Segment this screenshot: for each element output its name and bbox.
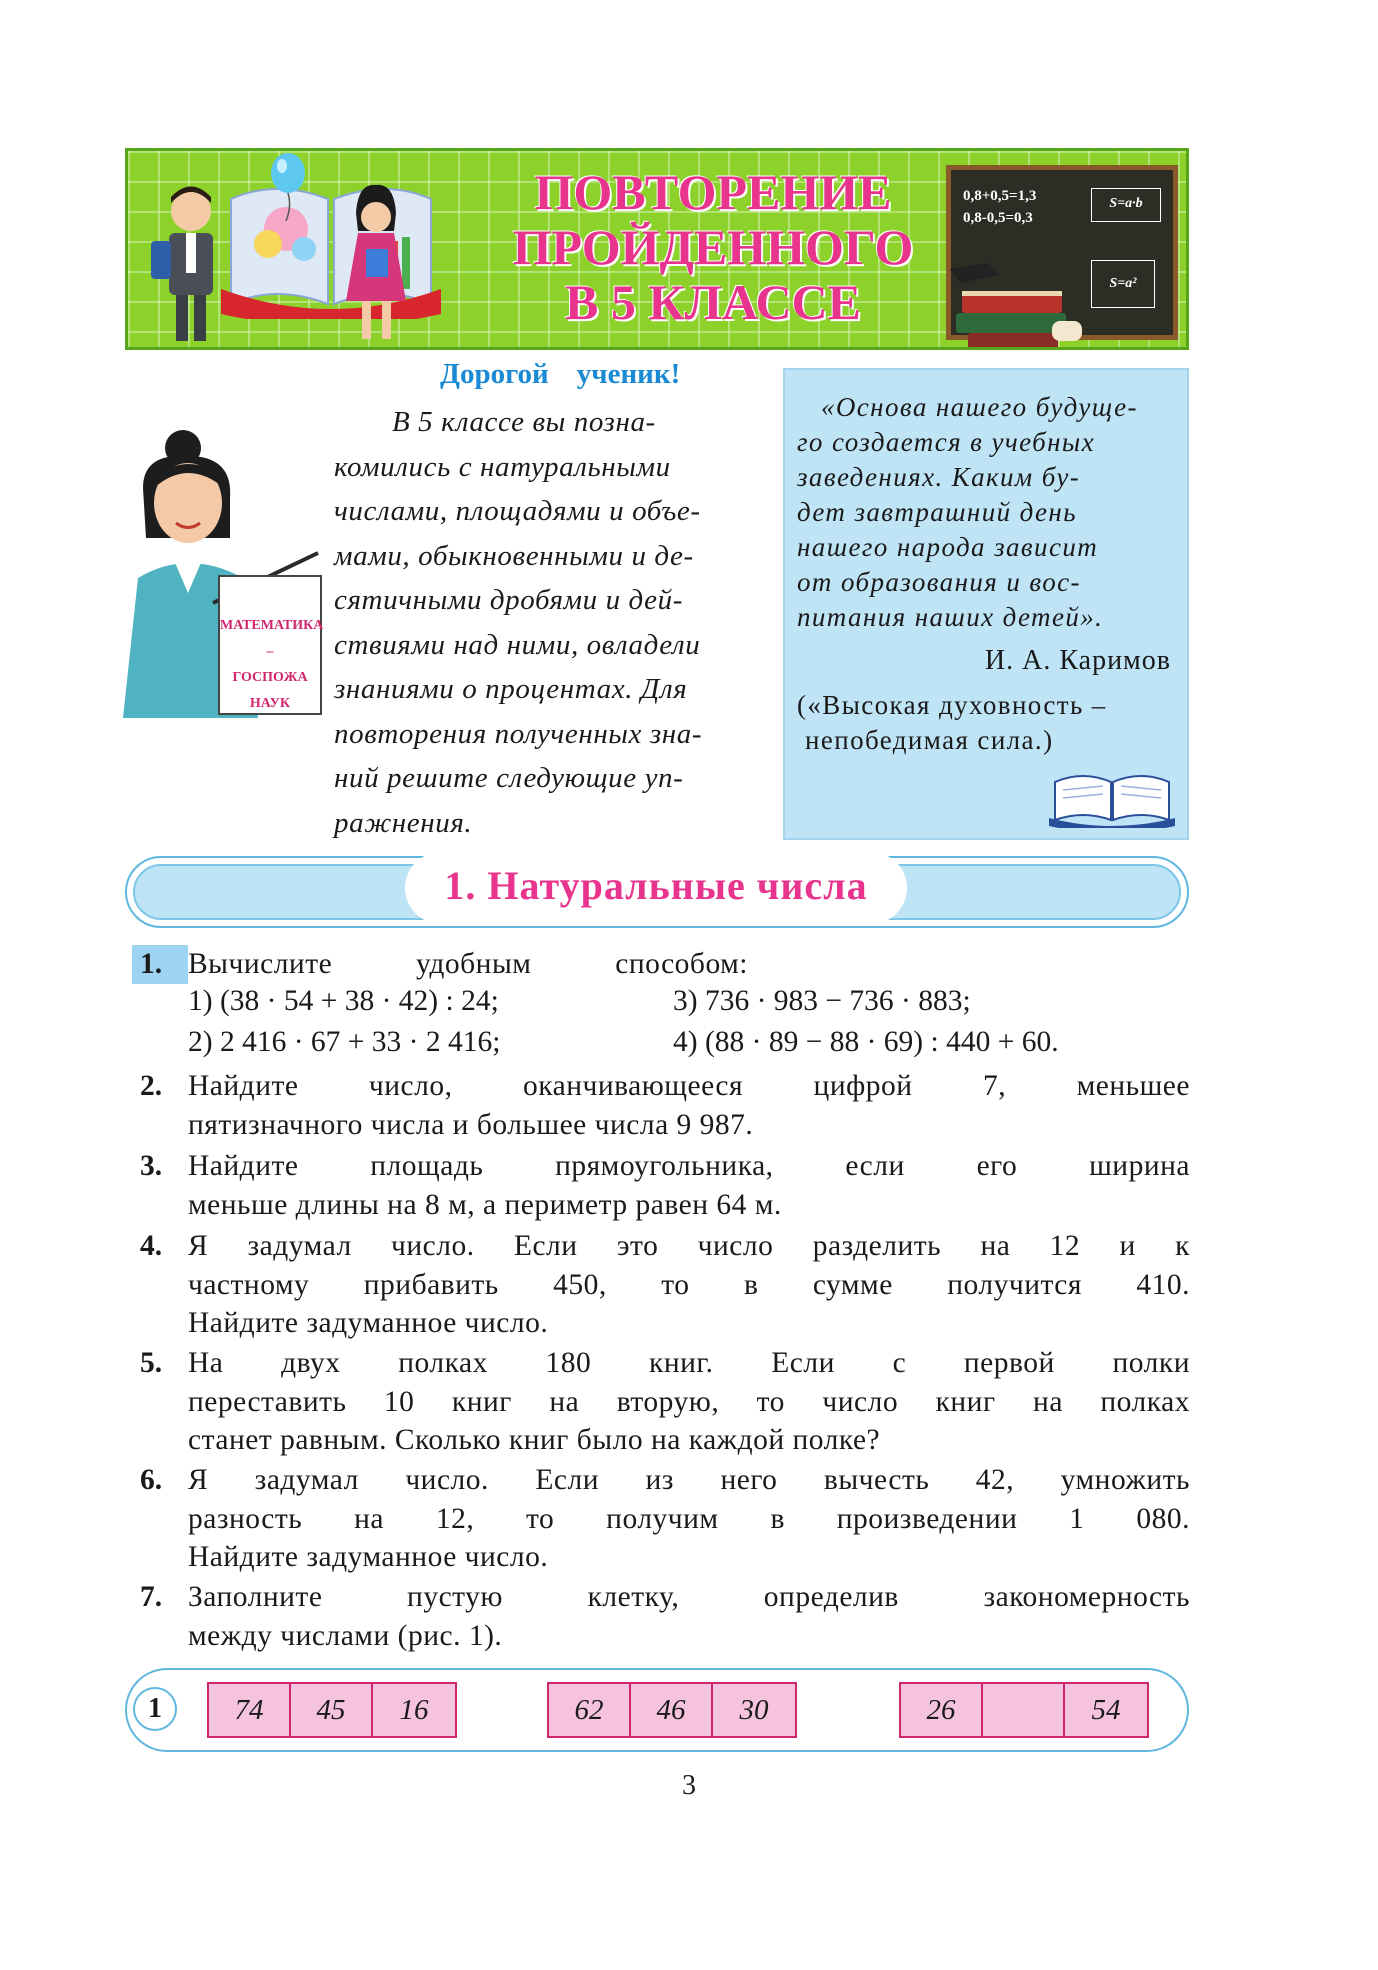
quote-text: [797, 390, 1177, 635]
exercise-line: Я задумал число. Если это число разделить на 12 и к: [188, 1230, 1190, 1262]
intro-line: ражнения.: [334, 806, 473, 839]
teacher-sign-line-2: ГОСПОЖА: [232, 670, 308, 685]
exercise-1-item-1: 1) (38 · 54 + 38 · 42) : 24;: [188, 985, 499, 1017]
exercise-line: Вычислите удобным способом:: [188, 948, 748, 980]
exercise-line: На двух полках 180 книг. Если с первой полки: [188, 1347, 1190, 1379]
greeting-heading: [440, 358, 760, 391]
exercise-line: Найдите задуманное число.: [188, 1307, 549, 1339]
banner-title-line-2: ПРОЙДЕННОГО: [512, 219, 914, 275]
quote-author: И. А. Каримов: [984, 645, 1171, 676]
book-icon: [1047, 770, 1177, 828]
exercise-number: 7.: [140, 1581, 163, 1613]
number-cell: 74: [209, 1684, 291, 1736]
exercise-1: [140, 945, 1190, 984]
teacher-sign: [218, 575, 322, 715]
page-number: 3: [682, 1770, 696, 1801]
exercise-line: Найдите задуманное число.: [188, 1541, 549, 1573]
exercise-line: меньше длины на 8 м, а периметр равен 64 м.: [188, 1188, 782, 1221]
intro-line: ний решите следующие уп-: [334, 762, 684, 794]
banner-title: [468, 165, 958, 330]
exercise-5: [140, 1344, 1190, 1460]
students-illustration: [136, 171, 436, 350]
intro-line: ствиями над ними, овладели: [334, 628, 701, 661]
number-cell: 54: [1091, 1694, 1121, 1726]
quote-line: питания наших детей».: [797, 602, 1104, 632]
blackboard-line-2: 0,8-0,5=0,3: [963, 210, 1033, 226]
intro-line: мами, обыкновенными и де-: [334, 539, 694, 572]
exercise-line: разность на 12, то получим в произведении 1 080.: [188, 1502, 1190, 1535]
number-cell: 46: [631, 1684, 713, 1736]
number-cell: 62: [549, 1684, 631, 1736]
exercise-line: пятизначного числа и большее числа 9 987.: [188, 1108, 754, 1141]
banner-title-line-1: ПОВТОРЕНИЕ: [534, 164, 892, 220]
exercise-line: Я задумал число. Если из него вычесть 42, умножить: [188, 1464, 1190, 1496]
figure-label: 1: [133, 1687, 177, 1731]
exercise-line: переставить 10 книг на вторую, то число книг на полках: [188, 1385, 1190, 1418]
quote-source: [797, 688, 1177, 758]
section-title-pill: [405, 852, 907, 924]
chapter-banner: [125, 148, 1189, 350]
intro-line: знаниями о процентах. Для: [334, 673, 688, 705]
exercise-line: Заполните пустую клетку, определив закономерность: [188, 1581, 1190, 1613]
exercise-line: станет равным. Сколько книг было на каждой полке?: [188, 1424, 881, 1456]
quote-line: нашего народа зависит: [797, 532, 1099, 562]
exercise-3: [140, 1147, 1190, 1224]
exercise-1-item-4: 4) (88 · 89 − 88 · 69) : 440 + 60.: [673, 1026, 1059, 1058]
exercise-line: Найдите площадь прямоугольника, если его ширина: [188, 1150, 1190, 1182]
exercise-number: 4.: [140, 1230, 163, 1262]
intro-line: сятичными дробями и дей-: [334, 584, 684, 616]
intro-line: числами, площадями и объе-: [334, 495, 701, 527]
books-stack-illustration: [948, 261, 1088, 350]
section-title: 1. Натуральные числа: [444, 863, 868, 908]
intro-line: повторения полученных зна-: [334, 717, 703, 750]
number-row-1: [207, 1682, 457, 1738]
greeting-word-2: ученик!: [576, 358, 681, 390]
greeting-word-1: Дорогой: [440, 358, 549, 390]
exercise-6: [140, 1461, 1190, 1577]
exercise-2: [140, 1067, 1190, 1144]
exercise-line: частному прибавить 450, то в сумме получится 410.: [188, 1268, 1190, 1301]
exercise-number: 5.: [140, 1347, 163, 1379]
quote-line: от образования и вос-: [797, 567, 1081, 597]
number-row-3: [899, 1682, 1149, 1738]
exercise-line: между числами (рис. 1).: [188, 1619, 503, 1652]
exercise-number: 3.: [140, 1150, 163, 1182]
exercise-number: 2.: [140, 1070, 163, 1102]
blackboard-line-1: 0,8+0,5=1,3: [963, 188, 1037, 204]
intro-line: В 5 классе вы позна-: [392, 406, 656, 438]
exercise-7: [140, 1578, 1190, 1655]
number-cell: 30: [739, 1694, 769, 1726]
exercise-1-item-3: 3) 736 · 983 − 736 · 883;: [673, 985, 971, 1017]
quote-source-line: непобедимая сила.): [805, 725, 1054, 755]
quote-box: [783, 368, 1189, 840]
blackboard-formula-area-rect: S=a·b: [1091, 188, 1161, 222]
section-header: [125, 856, 1189, 928]
exercise-number: 6.: [140, 1464, 163, 1496]
quote-line: «Основа нашего будуще-: [821, 392, 1138, 422]
teacher-sign-line-3: НАУК: [249, 696, 291, 711]
figure-1: [125, 1668, 1189, 1752]
intro-paragraph: [334, 400, 760, 845]
exercise-line: Найдите число, оканчивающееся цифрой 7, меньшее: [188, 1070, 1190, 1102]
teacher-sign-line-1: МАТЕМАТИКА –: [220, 618, 324, 659]
number-cell: 16: [399, 1694, 429, 1726]
number-row-2: [547, 1682, 797, 1738]
intro-line: комились с натуральными: [334, 450, 671, 483]
quote-line: дет завтрашний день: [797, 497, 1077, 527]
banner-title-line-3: В 5 КЛАССЕ: [564, 274, 862, 330]
exercise-number: 1.: [132, 945, 188, 984]
exercise-4: [140, 1227, 1190, 1343]
quote-line: го создается в учебных: [797, 427, 1095, 457]
number-cell: 45: [291, 1684, 373, 1736]
quote-line: заведениях. Каким бу-: [797, 462, 1081, 492]
empty-cell[interactable]: [983, 1684, 1065, 1736]
quote-source-line: («Высокая духовность –: [797, 690, 1107, 720]
exercise-1-item-2: 2) 2 416 · 67 + 33 · 2 416;: [188, 1026, 501, 1058]
blackboard-formula-area-square: S=a²: [1091, 260, 1155, 308]
number-cell: 26: [901, 1684, 983, 1736]
